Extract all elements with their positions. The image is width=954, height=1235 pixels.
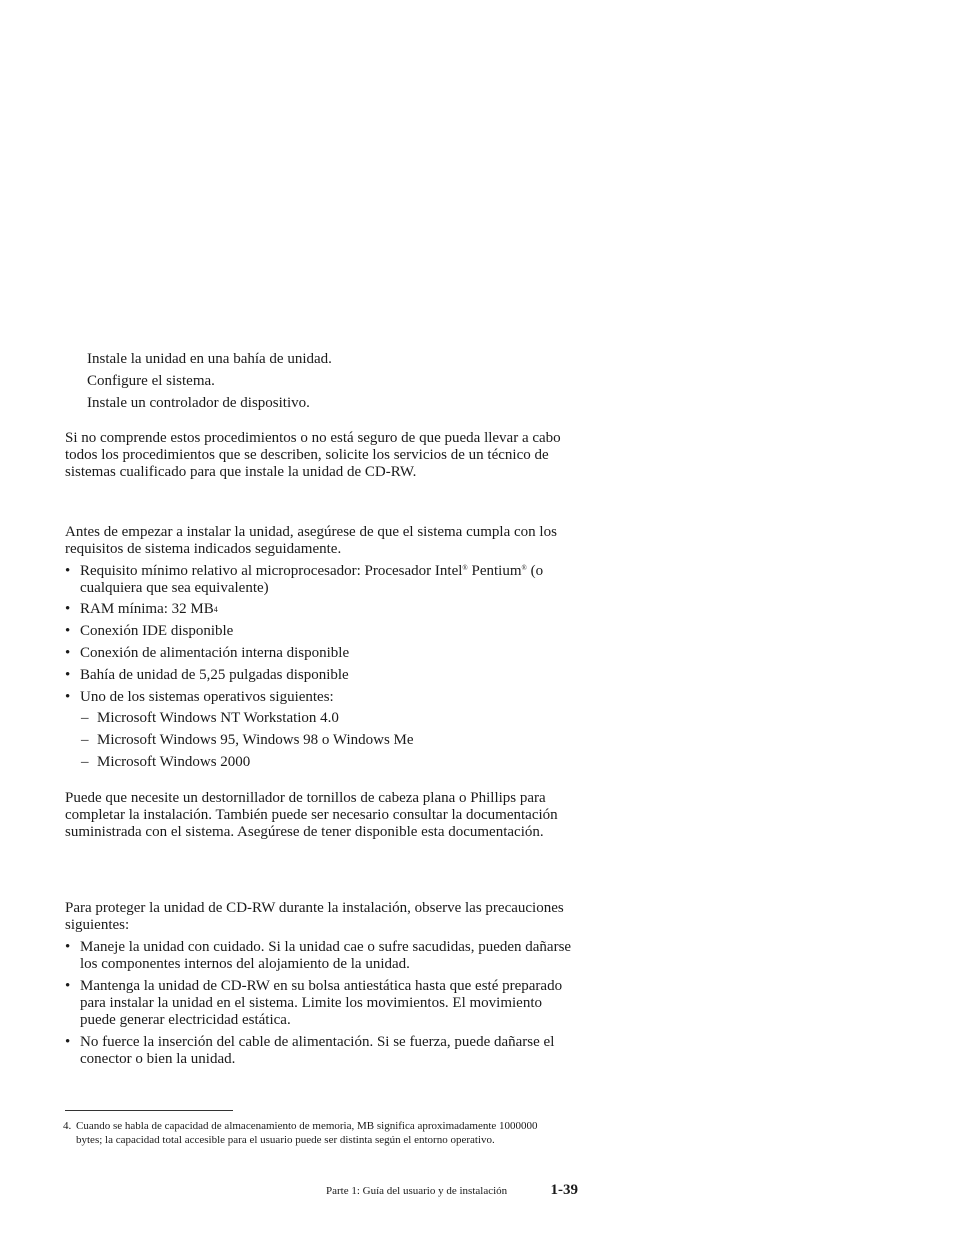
bullet-mark: • <box>65 978 71 994</box>
precaution-item <box>65 939 575 973</box>
os-item <box>81 710 339 727</box>
bullet-mark: • <box>65 1034 71 1050</box>
page-number: 1-39 <box>550 1182 578 1198</box>
processor-text-b: Pentium <box>467 563 522 579</box>
step-configure-system: Configure el sistema. <box>87 373 215 389</box>
step-install-bay: Instale la unidad en una bahía de unidad. <box>87 351 332 367</box>
dash-mark: – <box>81 732 89 748</box>
bullet-mark: • <box>65 689 71 705</box>
tools-paragraph: Puede que necesite un destornillador de tornillos de cabeza plana o Phillips para completar la instalación. También puede ser necesario consultar la documentación suministrada con el sistema. Asegúrese de tener disponible esta documentación. <box>65 790 558 840</box>
precaution-item <box>65 1034 575 1068</box>
footnote-text: Cuando se habla de capacidad de almacenamiento de memoria, MB significa aproximadamente 1000000 bytes; la capacidad total accesible para el usuario puede ser distinta según el entorno operativo. <box>76 1120 538 1146</box>
bay-text: Bahía de unidad de 5,25 pulgadas disponible <box>80 667 349 683</box>
step-install-driver: Instale un controlador de dispositivo. <box>87 395 310 411</box>
bullet-mark: • <box>65 563 71 579</box>
footer-label: Parte 1: Guía del usuario y de instalación <box>326 1185 508 1197</box>
processor-text-a: Requisito mínimo relativo al microprocesador: Procesador Intel <box>80 563 463 579</box>
bullet-mark: • <box>65 601 71 617</box>
os-item <box>81 754 250 771</box>
page-footer <box>326 1182 578 1200</box>
ram-text: RAM mínima: 32 MB <box>80 601 214 617</box>
ide-text: Conexión IDE disponible <box>80 623 234 639</box>
footnote-divider <box>65 1110 233 1111</box>
dash-mark: – <box>81 710 89 726</box>
bullet-mark: • <box>65 667 71 683</box>
processor-text-c: (o cualquiera que sea equivalente) <box>80 563 544 596</box>
requirement-power <box>65 645 575 662</box>
bullet-mark: • <box>65 939 71 955</box>
dash-mark: – <box>81 754 89 770</box>
precaution-text: Maneje la unidad con cuidado. Si la unidad cae o sufre sacudidas, pueden dañarse los componentes internos del alojamiento de la unidad. <box>80 939 572 972</box>
registered-mark: ® <box>521 564 527 572</box>
requirement-os <box>65 689 575 706</box>
requirements-intro: Antes de empezar a instalar la unidad, asegúrese de que el sistema cumpla con los requisitos de sistema indicados seguidamente. <box>65 524 557 557</box>
footnote <box>63 1119 563 1147</box>
os-item-label: Microsoft Windows 95, Windows 98 o Windows Me <box>97 732 414 748</box>
requirement-processor <box>65 563 575 597</box>
footnote-ref: 4 <box>213 605 218 614</box>
precaution-item <box>65 978 575 1029</box>
bullet-mark: • <box>65 645 71 661</box>
precaution-text: No fuerce la inserción del cable de alimentación. Si se fuerza, puede dañarse el conector o bien la unidad. <box>80 1034 555 1067</box>
power-text: Conexión de alimentación interna disponible <box>80 645 350 661</box>
precaution-text: Mantenga la unidad de CD-RW en su bolsa antiestática hasta que esté preparado para instalar la unidad en el sistema. Limite los movimientos. El movimiento puede generar electricidad estática. <box>80 978 563 1028</box>
footnote-number: 4. <box>63 1120 72 1132</box>
intro-paragraph: Si no comprende estos procedimientos o no está seguro de que pueda llevar a cabo todos los procedimientos que se describen, solicite los servicios de un técnico de sistemas cualificado para que instale la unidad de CD-RW. <box>65 430 561 480</box>
requirement-ide <box>65 623 575 640</box>
requirement-ram <box>65 601 575 618</box>
registered-mark: ® <box>462 564 468 572</box>
os-item-label: Microsoft Windows 2000 <box>97 754 251 770</box>
os-item <box>81 732 414 749</box>
requirement-bay <box>65 667 575 684</box>
os-item-label: Microsoft Windows NT Workstation 4.0 <box>97 710 339 726</box>
os-intro-text: Uno de los sistemas operativos siguientes: <box>80 689 334 705</box>
precautions-intro: Para proteger la unidad de CD-RW durante la instalación, observe las precauciones siguientes: <box>65 900 564 933</box>
bullet-mark: • <box>65 623 71 639</box>
